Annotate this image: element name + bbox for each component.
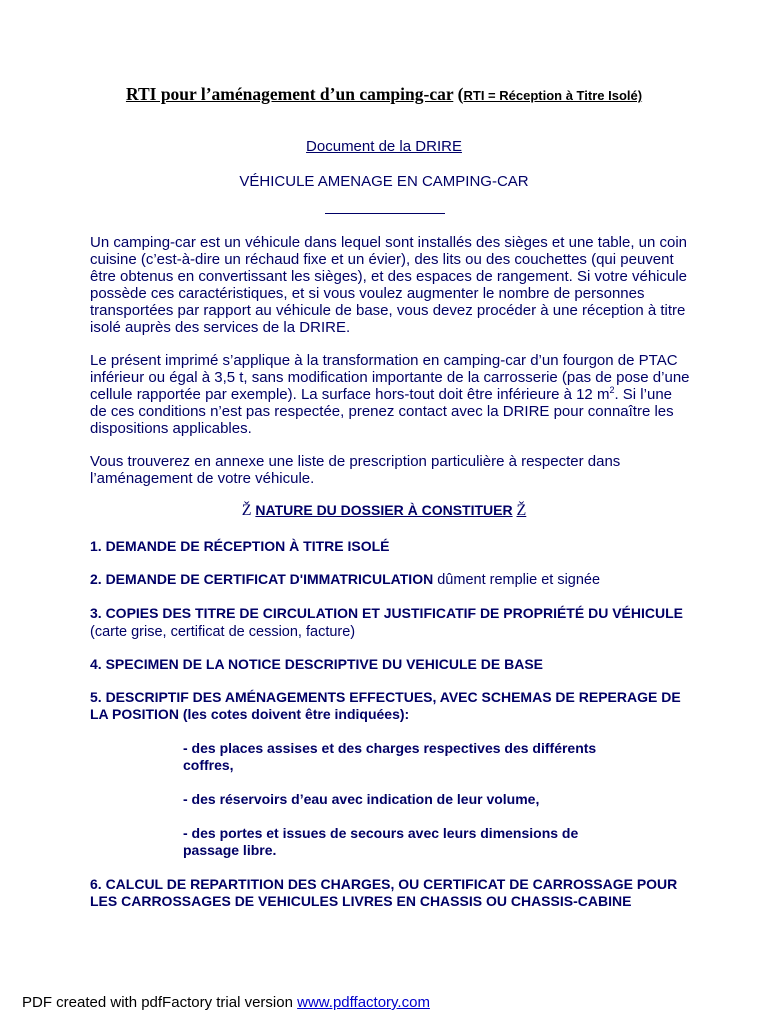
title-paren-open: ( (457, 84, 464, 104)
intro-paragraph: Un camping-car est un véhicule dans lequel sont installés des sièges et une table, un coin cuisine (c’est-à-dire un réchaud fixe et un évier), des lits ou des couchettes (qui peuvent être obtenus en convertissant les sièges), et des espaces de rangement. Si votre véhicule possède ces caractéristiques, et si vous voulez augmenter le nombre de personnes transportées par rapport au véhicule de base, vous devez procéder à une réception à titre isolé auprès des services de la DRIRE. (90, 234, 688, 336)
scope-superscript: 2 (609, 385, 615, 395)
list-item-1-text: 1. DEMANDE DE RÉCEPTION À TITRE ISOLÉ (90, 538, 390, 554)
document-heading: VÉHICULE AMENAGE EN CAMPING-CAR (239, 173, 529, 190)
scope-text-a: Le présent imprimé s’applique à la transformation en camping-car d’un fourgon de PTAC inférieur ou égal à 3,5 t, sans modification importante de la carrosserie (pas de pose d’une cellule rapportée par exemple). La surface hors-tout doit être inférieure à 12 m (90, 352, 690, 403)
list-item-2-title: 2. DEMANDE DE CERTIFICAT D'IMMATRICULATION (90, 571, 434, 587)
list-item-5-text: 5. DESCRIPTIF DES AMÉNAGEMENTS EFFECTUES, AVEC SCHEMAS DE REPERAGE DE LA POSITION (les cotes doivent être indiquées): (90, 689, 681, 722)
document-source: Document de la DRIRE (306, 138, 462, 155)
document-title (0, 84, 768, 105)
section-title: NATURE DU DOSSIER À CONSTITUER (255, 502, 513, 518)
list-item-6-text: 6. CALCUL DE REPARTITION DES CHARGES, OU CERTIFICAT DE CARROSSAGE POUR LES CARROSSAGES DE VEHICULES LIVRES EN CHASSIS OU CHASSIS-CABINE (90, 876, 678, 909)
list-item-5 (90, 689, 690, 723)
pdf-footer (22, 994, 430, 1011)
scope-paragraph (90, 352, 690, 437)
list-item-4 (90, 656, 690, 673)
title-main: RTI pour l’aménagement d’un camping-car (125, 84, 454, 104)
scope-text-b: . Si l’une de ces conditions n’est pas respectée, prenez contact avec la DRIRE pour connaître les dispositions applicables. (90, 386, 674, 437)
list-item-6 (90, 876, 690, 910)
list-item-2 (90, 571, 690, 589)
list-item-3-detail: (carte grise, certificat de cession, facture) (90, 624, 356, 640)
sub-item-water-tanks: - des réservoirs d’eau avec indication de leur volume, (183, 791, 540, 807)
list-item-1 (90, 538, 690, 555)
sub-item-seats: - des places assises et des charges respectives des différents coffres, (183, 740, 597, 773)
list-item-3-title: 3. COPIES DES TITRE DE CIRCULATION ET JUSTIFICATIF DE PROPRIÉTÉ DU VÉHICULE (90, 605, 683, 621)
section-glyph-right: Ž (516, 502, 527, 519)
footer-text: PDF created with pdfFactory trial version (22, 994, 298, 1011)
list-item-4-text: 4. SPECIMEN DE LA NOTICE DESCRIPTIVE DU VEHICULE DE BASE (90, 656, 543, 672)
section-heading (0, 502, 768, 520)
annex-paragraph: Vous trouverez en annexe une liste de prescription particulière à respecter dans l’aménagement de votre véhicule. (90, 453, 621, 487)
list-item-3 (90, 605, 690, 641)
section-glyph-left: Ž (241, 502, 252, 519)
list-item-2-detail: dûment remplie et signée (433, 572, 601, 588)
separator-line (325, 213, 445, 214)
pdffactory-link[interactable]: www.pdffactory.com (297, 994, 430, 1011)
sub-item-exits: - des portes et issues de secours avec leurs dimensions de passage libre. (183, 825, 579, 858)
title-abbreviation: RTI = Réception à Titre Isolé) (463, 88, 643, 103)
